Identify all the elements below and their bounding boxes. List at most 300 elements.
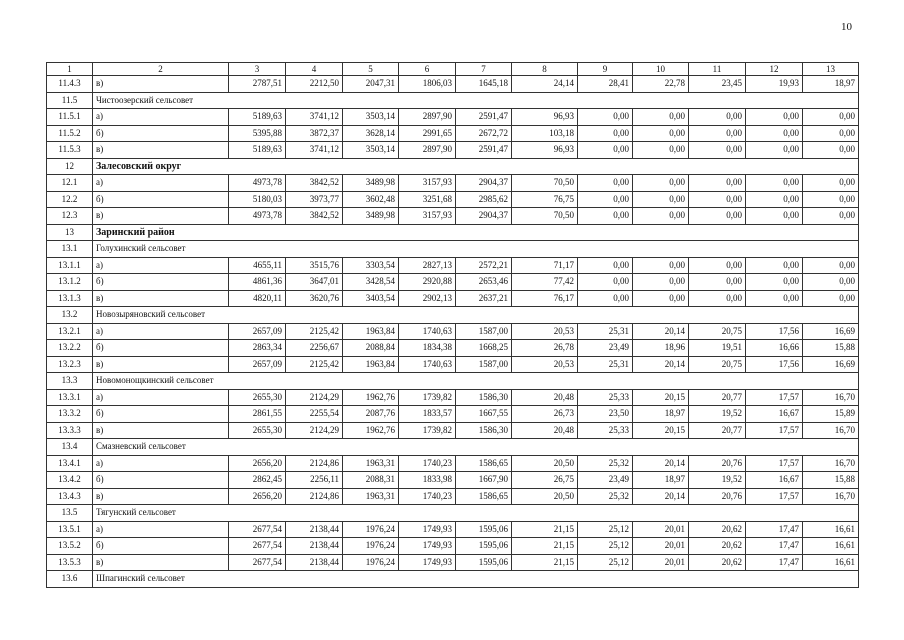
- value-cell: 1834,38: [399, 340, 456, 357]
- table-row: [47, 175, 859, 192]
- row-code: 13.1.2: [47, 274, 93, 291]
- value-cell: 25,12: [578, 538, 633, 555]
- value-cell: 1749,93: [399, 538, 456, 555]
- value-cell: 19,52: [689, 406, 746, 423]
- value-cell: 2124,86: [286, 488, 343, 505]
- value-cell: 17,56: [746, 323, 803, 340]
- row-code: 13.3.1: [47, 389, 93, 406]
- value-cell: 0,00: [746, 274, 803, 291]
- value-cell: 2677,54: [229, 554, 286, 571]
- value-cell: 1586,30: [456, 389, 512, 406]
- value-cell: 26,73: [512, 406, 578, 423]
- column-header: 13: [803, 63, 859, 76]
- row-code: 13.2.3: [47, 356, 93, 373]
- value-cell: 0,00: [803, 142, 859, 159]
- value-cell: 3503,14: [343, 142, 399, 159]
- value-cell: 1595,06: [456, 554, 512, 571]
- row-code: 11.5: [47, 92, 93, 109]
- value-cell: 0,00: [803, 175, 859, 192]
- value-cell: 1595,06: [456, 521, 512, 538]
- value-cell: 23,49: [578, 340, 633, 357]
- section-row: [47, 224, 859, 241]
- value-cell: 20,48: [512, 422, 578, 439]
- section-title: Чистоозерский сельсовет: [93, 92, 859, 109]
- value-cell: 0,00: [633, 142, 689, 159]
- value-cell: 0,00: [689, 290, 746, 307]
- table-row: [47, 538, 859, 555]
- row-code: 12: [47, 158, 93, 175]
- value-cell: 17,47: [746, 538, 803, 555]
- value-cell: 21,15: [512, 554, 578, 571]
- value-cell: 26,78: [512, 340, 578, 357]
- table-row: [47, 208, 859, 225]
- value-cell: 1586,30: [456, 422, 512, 439]
- value-cell: 4973,78: [229, 175, 286, 192]
- value-cell: 23,45: [689, 76, 746, 93]
- value-cell: 3157,93: [399, 175, 456, 192]
- value-cell: 3647,01: [286, 274, 343, 291]
- value-cell: 0,00: [746, 191, 803, 208]
- value-cell: 2138,44: [286, 538, 343, 555]
- value-cell: 18,97: [633, 406, 689, 423]
- value-cell: 21,15: [512, 521, 578, 538]
- table-row: [47, 422, 859, 439]
- value-cell: 2124,29: [286, 422, 343, 439]
- value-cell: 20,15: [633, 422, 689, 439]
- column-header: 1: [47, 63, 93, 76]
- row-code: 13.1.1: [47, 257, 93, 274]
- value-cell: 1587,00: [456, 323, 512, 340]
- row-code: 13.2.2: [47, 340, 93, 357]
- value-cell: 1587,00: [456, 356, 512, 373]
- row-code: 13.3: [47, 373, 93, 390]
- value-cell: 1667,90: [456, 472, 512, 489]
- value-cell: 1586,65: [456, 455, 512, 472]
- row-code: 13.5.3: [47, 554, 93, 571]
- value-cell: 2920,88: [399, 274, 456, 291]
- row-code: 13.6: [47, 571, 93, 588]
- value-cell: 17,57: [746, 455, 803, 472]
- value-cell: 16,70: [803, 488, 859, 505]
- row-label: а): [93, 389, 229, 406]
- row-code: 13.4.3: [47, 488, 93, 505]
- value-cell: 20,14: [633, 455, 689, 472]
- value-cell: 15,88: [803, 340, 859, 357]
- value-cell: 0,00: [746, 125, 803, 142]
- value-cell: 1963,84: [343, 356, 399, 373]
- value-cell: 20,77: [689, 389, 746, 406]
- value-cell: 2677,54: [229, 521, 286, 538]
- value-cell: 3842,52: [286, 208, 343, 225]
- value-cell: 2863,34: [229, 340, 286, 357]
- value-cell: 2255,54: [286, 406, 343, 423]
- value-cell: 2138,44: [286, 521, 343, 538]
- column-header: 12: [746, 63, 803, 76]
- value-cell: 20,15: [633, 389, 689, 406]
- value-cell: 16,66: [746, 340, 803, 357]
- value-cell: 76,75: [512, 191, 578, 208]
- value-cell: 2904,37: [456, 208, 512, 225]
- value-cell: 16,70: [803, 389, 859, 406]
- value-cell: 2656,20: [229, 488, 286, 505]
- value-cell: 1740,63: [399, 323, 456, 340]
- value-cell: 71,17: [512, 257, 578, 274]
- column-header: 9: [578, 63, 633, 76]
- value-cell: 1976,24: [343, 521, 399, 538]
- column-header: 8: [512, 63, 578, 76]
- value-cell: 2124,29: [286, 389, 343, 406]
- column-header: 4: [286, 63, 343, 76]
- value-cell: 0,00: [578, 142, 633, 159]
- value-cell: 70,50: [512, 175, 578, 192]
- value-cell: 2124,86: [286, 455, 343, 472]
- value-cell: 3741,12: [286, 142, 343, 159]
- row-code: 13.4: [47, 439, 93, 456]
- row-label: б): [93, 274, 229, 291]
- page-number: 10: [841, 21, 852, 33]
- value-cell: 20,14: [633, 323, 689, 340]
- value-cell: 5180,03: [229, 191, 286, 208]
- row-code: 12.3: [47, 208, 93, 225]
- section-title: Голухинский сельсовет: [93, 241, 859, 258]
- value-cell: 16,61: [803, 538, 859, 555]
- value-cell: 0,00: [803, 191, 859, 208]
- value-cell: 2904,37: [456, 175, 512, 192]
- value-cell: 1586,65: [456, 488, 512, 505]
- table-row: [47, 274, 859, 291]
- value-cell: 17,47: [746, 554, 803, 571]
- value-cell: 2672,72: [456, 125, 512, 142]
- value-cell: 16,70: [803, 422, 859, 439]
- value-cell: 2087,76: [343, 406, 399, 423]
- row-label: б): [93, 472, 229, 489]
- value-cell: 28,41: [578, 76, 633, 93]
- value-cell: 20,75: [689, 323, 746, 340]
- value-cell: 20,62: [689, 521, 746, 538]
- value-cell: 1595,06: [456, 538, 512, 555]
- value-cell: 20,53: [512, 323, 578, 340]
- value-cell: 20,14: [633, 356, 689, 373]
- value-cell: 2138,44: [286, 554, 343, 571]
- value-cell: 4655,11: [229, 257, 286, 274]
- section-title: Смазневский сельсовет: [93, 439, 859, 456]
- value-cell: 0,00: [689, 175, 746, 192]
- value-cell: 5189,63: [229, 142, 286, 159]
- value-cell: 3503,14: [343, 109, 399, 126]
- value-cell: 1962,76: [343, 422, 399, 439]
- row-code: 13.4.2: [47, 472, 93, 489]
- value-cell: 103,18: [512, 125, 578, 142]
- row-code: 11.4.3: [47, 76, 93, 93]
- value-cell: 2125,42: [286, 323, 343, 340]
- value-cell: 25,32: [578, 488, 633, 505]
- value-cell: 5189,63: [229, 109, 286, 126]
- value-cell: 25,31: [578, 323, 633, 340]
- section-row: [47, 373, 859, 390]
- value-cell: 17,57: [746, 422, 803, 439]
- value-cell: 25,31: [578, 356, 633, 373]
- value-cell: 77,42: [512, 274, 578, 291]
- value-cell: 25,12: [578, 521, 633, 538]
- value-cell: 0,00: [746, 257, 803, 274]
- value-cell: 20,48: [512, 389, 578, 406]
- value-cell: 3620,76: [286, 290, 343, 307]
- value-cell: 2655,30: [229, 422, 286, 439]
- row-code: 13.1.3: [47, 290, 93, 307]
- value-cell: 15,88: [803, 472, 859, 489]
- value-cell: 17,57: [746, 389, 803, 406]
- value-cell: 0,00: [633, 175, 689, 192]
- value-cell: 0,00: [578, 274, 633, 291]
- value-cell: 20,77: [689, 422, 746, 439]
- section-title: Новозыряновский сельсовет: [93, 307, 859, 324]
- value-cell: 25,33: [578, 422, 633, 439]
- table-row: [47, 521, 859, 538]
- value-cell: 3515,76: [286, 257, 343, 274]
- value-cell: 1740,23: [399, 488, 456, 505]
- row-label: в): [93, 142, 229, 159]
- value-cell: 1963,31: [343, 455, 399, 472]
- value-cell: 4820,11: [229, 290, 286, 307]
- value-cell: 20,62: [689, 554, 746, 571]
- value-cell: 18,97: [633, 472, 689, 489]
- value-cell: 0,00: [578, 191, 633, 208]
- value-cell: 1976,24: [343, 538, 399, 555]
- value-cell: 20,62: [689, 538, 746, 555]
- section-title: Заринский район: [93, 224, 859, 241]
- section-title: Новомонощкинский сельсовет: [93, 373, 859, 390]
- value-cell: 2655,30: [229, 389, 286, 406]
- table-row: [47, 554, 859, 571]
- column-header: 10: [633, 63, 689, 76]
- column-header: 7: [456, 63, 512, 76]
- value-cell: 19,52: [689, 472, 746, 489]
- section-title: Залесовский округ: [93, 158, 859, 175]
- row-code: 13.2.1: [47, 323, 93, 340]
- value-cell: 5395,88: [229, 125, 286, 142]
- value-cell: 16,61: [803, 521, 859, 538]
- row-label: б): [93, 340, 229, 357]
- value-cell: 1962,76: [343, 389, 399, 406]
- value-cell: 3602,48: [343, 191, 399, 208]
- value-cell: 96,93: [512, 109, 578, 126]
- value-cell: 1749,93: [399, 554, 456, 571]
- value-cell: 2677,54: [229, 538, 286, 555]
- value-cell: 20,53: [512, 356, 578, 373]
- row-code: 12.2: [47, 191, 93, 208]
- value-cell: 24,14: [512, 76, 578, 93]
- value-cell: 3489,98: [343, 175, 399, 192]
- section-title: Тягунский сельсовет: [93, 505, 859, 522]
- row-label: в): [93, 554, 229, 571]
- value-cell: 2047,31: [343, 76, 399, 93]
- row-code: 12.1: [47, 175, 93, 192]
- value-cell: 1976,24: [343, 554, 399, 571]
- table-row: [47, 109, 859, 126]
- value-cell: 0,00: [578, 208, 633, 225]
- value-cell: 18,96: [633, 340, 689, 357]
- table-row: [47, 323, 859, 340]
- row-label: а): [93, 521, 229, 538]
- value-cell: 2861,55: [229, 406, 286, 423]
- value-cell: 1739,82: [399, 422, 456, 439]
- value-cell: 3251,68: [399, 191, 456, 208]
- value-cell: 2897,90: [399, 109, 456, 126]
- value-cell: 1740,23: [399, 455, 456, 472]
- table-row: [47, 356, 859, 373]
- value-cell: 20,01: [633, 521, 689, 538]
- value-cell: 17,57: [746, 488, 803, 505]
- row-code: 13.5.2: [47, 538, 93, 555]
- row-label: а): [93, 323, 229, 340]
- value-cell: 25,12: [578, 554, 633, 571]
- row-code: 13.5.1: [47, 521, 93, 538]
- value-cell: 0,00: [633, 191, 689, 208]
- value-cell: 3157,93: [399, 208, 456, 225]
- section-row: [47, 571, 859, 588]
- value-cell: 2653,46: [456, 274, 512, 291]
- value-cell: 3973,77: [286, 191, 343, 208]
- value-cell: 0,00: [578, 109, 633, 126]
- value-cell: 2827,13: [399, 257, 456, 274]
- section-row: [47, 158, 859, 175]
- value-cell: 0,00: [689, 274, 746, 291]
- value-cell: 4973,78: [229, 208, 286, 225]
- value-cell: 0,00: [633, 274, 689, 291]
- section-row: [47, 307, 859, 324]
- value-cell: 16,69: [803, 323, 859, 340]
- value-cell: 0,00: [689, 257, 746, 274]
- value-cell: 0,00: [746, 290, 803, 307]
- value-cell: 26,75: [512, 472, 578, 489]
- column-header: 2: [93, 63, 229, 76]
- value-cell: 2902,13: [399, 290, 456, 307]
- row-code: 13: [47, 224, 93, 241]
- value-cell: 23,50: [578, 406, 633, 423]
- value-cell: 2256,67: [286, 340, 343, 357]
- table-row: [47, 257, 859, 274]
- value-cell: 0,00: [803, 125, 859, 142]
- value-cell: 3741,12: [286, 109, 343, 126]
- table-row: [47, 191, 859, 208]
- value-cell: 2591,47: [456, 109, 512, 126]
- row-code: 13.2: [47, 307, 93, 324]
- value-cell: 16,70: [803, 455, 859, 472]
- value-cell: 25,32: [578, 455, 633, 472]
- value-cell: 23,49: [578, 472, 633, 489]
- row-label: а): [93, 109, 229, 126]
- value-cell: 1740,63: [399, 356, 456, 373]
- value-cell: 0,00: [689, 208, 746, 225]
- row-label: а): [93, 455, 229, 472]
- value-cell: 2637,21: [456, 290, 512, 307]
- value-cell: 3872,37: [286, 125, 343, 142]
- row-label: в): [93, 290, 229, 307]
- table-row: [47, 406, 859, 423]
- value-cell: 0,00: [746, 142, 803, 159]
- value-cell: 16,61: [803, 554, 859, 571]
- value-cell: 70,50: [512, 208, 578, 225]
- column-header: 3: [229, 63, 286, 76]
- row-label: а): [93, 175, 229, 192]
- row-label: в): [93, 208, 229, 225]
- value-cell: 1668,25: [456, 340, 512, 357]
- value-cell: 16,67: [746, 472, 803, 489]
- section-row: [47, 92, 859, 109]
- value-cell: 0,00: [578, 290, 633, 307]
- section-row: [47, 505, 859, 522]
- column-header: 5: [343, 63, 399, 76]
- value-cell: 22,78: [633, 76, 689, 93]
- value-cell: 18,97: [803, 76, 859, 93]
- value-cell: 16,67: [746, 406, 803, 423]
- section-row: [47, 439, 859, 456]
- value-cell: 76,17: [512, 290, 578, 307]
- value-cell: 2212,50: [286, 76, 343, 93]
- value-cell: 3842,52: [286, 175, 343, 192]
- value-cell: 20,50: [512, 455, 578, 472]
- row-code: 13.5: [47, 505, 93, 522]
- table-row: [47, 389, 859, 406]
- value-cell: 0,00: [689, 142, 746, 159]
- value-cell: 2787,51: [229, 76, 286, 93]
- section-title: Шпагинский сельсовет: [93, 571, 859, 588]
- value-cell: 3403,54: [343, 290, 399, 307]
- value-cell: 1833,98: [399, 472, 456, 489]
- value-cell: 0,00: [633, 109, 689, 126]
- row-label: б): [93, 538, 229, 555]
- header-row: [47, 63, 859, 76]
- row-label: б): [93, 406, 229, 423]
- value-cell: 1833,57: [399, 406, 456, 423]
- value-cell: 2657,09: [229, 323, 286, 340]
- value-cell: 0,00: [689, 191, 746, 208]
- value-cell: 4861,36: [229, 274, 286, 291]
- value-cell: 3628,14: [343, 125, 399, 142]
- row-code: 11.5.2: [47, 125, 93, 142]
- column-header: 6: [399, 63, 456, 76]
- value-cell: 20,75: [689, 356, 746, 373]
- row-label: в): [93, 76, 229, 93]
- value-cell: 20,76: [689, 455, 746, 472]
- value-cell: 1749,93: [399, 521, 456, 538]
- value-cell: 2256,11: [286, 472, 343, 489]
- table-row: [47, 76, 859, 93]
- value-cell: 2088,84: [343, 340, 399, 357]
- value-cell: 1645,18: [456, 76, 512, 93]
- value-cell: 20,50: [512, 488, 578, 505]
- table-row: [47, 290, 859, 307]
- section-row: [47, 241, 859, 258]
- tariff-table: [46, 62, 859, 588]
- row-label: б): [93, 191, 229, 208]
- value-cell: 20,01: [633, 538, 689, 555]
- value-cell: 2125,42: [286, 356, 343, 373]
- value-cell: 19,51: [689, 340, 746, 357]
- table-row: [47, 455, 859, 472]
- value-cell: 0,00: [746, 175, 803, 192]
- row-code: 11.5.1: [47, 109, 93, 126]
- value-cell: 0,00: [633, 125, 689, 142]
- value-cell: 0,00: [689, 125, 746, 142]
- row-code: 13.1: [47, 241, 93, 258]
- value-cell: 1963,84: [343, 323, 399, 340]
- value-cell: 2862,45: [229, 472, 286, 489]
- value-cell: 0,00: [633, 257, 689, 274]
- value-cell: 20,14: [633, 488, 689, 505]
- row-code: 13.3.3: [47, 422, 93, 439]
- table-row: [47, 125, 859, 142]
